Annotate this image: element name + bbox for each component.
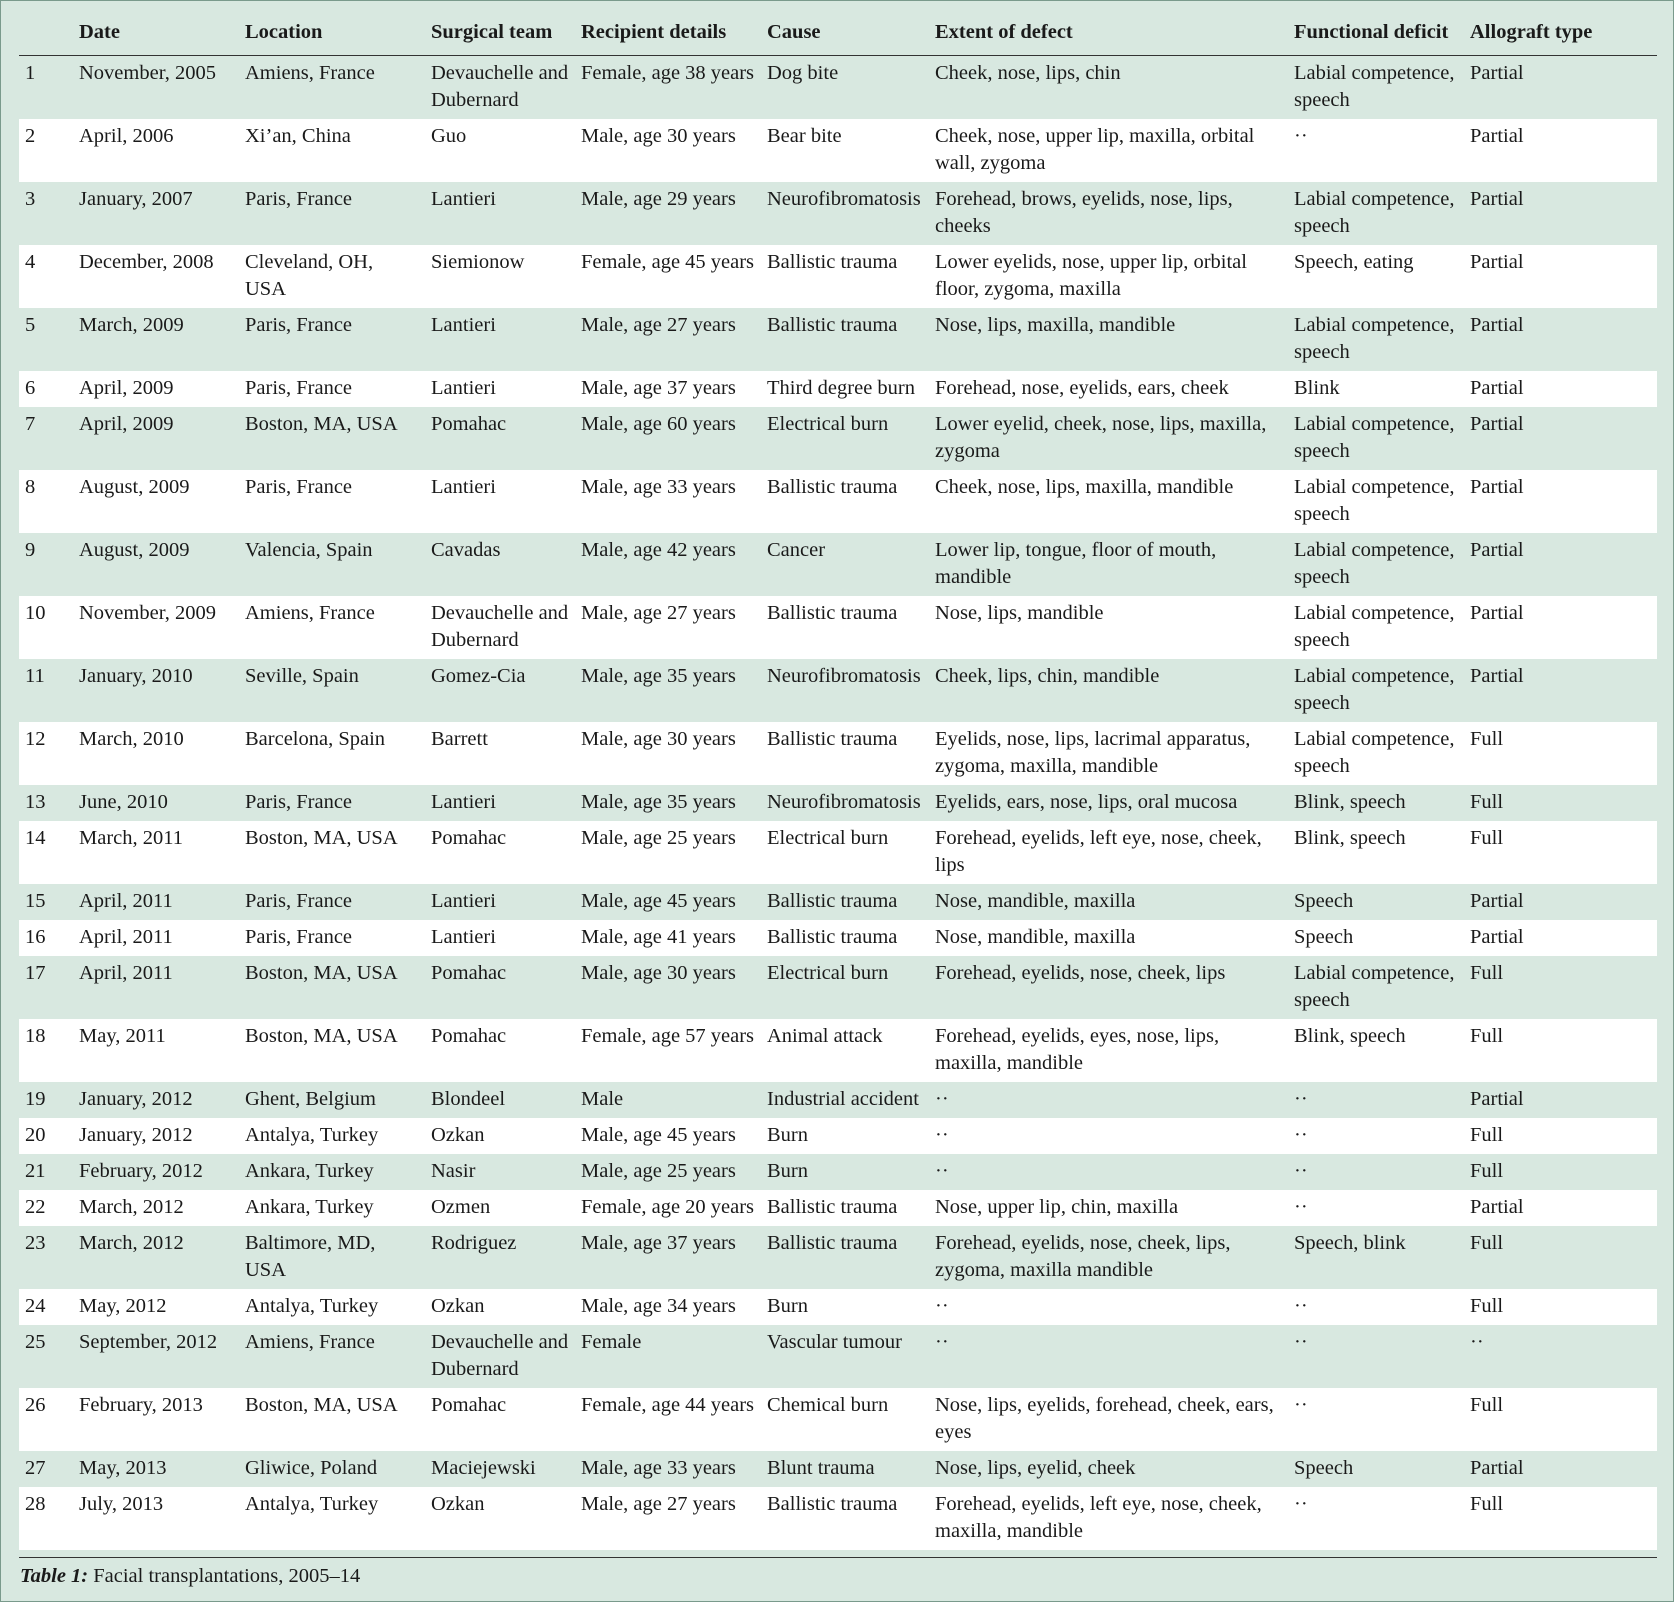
cell-allograft-type: Partial bbox=[1464, 533, 1657, 596]
cell-index: 18 bbox=[19, 1019, 73, 1082]
cell-surgical-team: Lantieri bbox=[425, 470, 575, 533]
cell-recipient-details: Female, age 57 years bbox=[575, 1019, 761, 1082]
table-row bbox=[19, 1325, 1657, 1388]
cell-location: Amiens, France bbox=[239, 596, 425, 659]
cell-date: January, 2010 bbox=[73, 659, 239, 722]
cell-date: February, 2013 bbox=[73, 1388, 239, 1451]
cell-allograft-type: Full bbox=[1464, 785, 1657, 821]
cell-cause: Cancer bbox=[761, 533, 929, 596]
cell-extent-of-defect: ·· bbox=[929, 1325, 1288, 1388]
caption-label: Table 1: bbox=[20, 1565, 89, 1587]
cell-functional-deficit: Labial competence, speech bbox=[1288, 308, 1464, 371]
table-row bbox=[19, 1487, 1657, 1550]
cell-date: April, 2011 bbox=[73, 920, 239, 956]
cell-recipient-details: Male, age 45 years bbox=[575, 1118, 761, 1154]
caption-divider bbox=[19, 1557, 1657, 1558]
cell-surgical-team: Gomez-Cia bbox=[425, 659, 575, 722]
cell-allograft-type: Full bbox=[1464, 1118, 1657, 1154]
cell-extent-of-defect: Nose, lips, eyelids, forehead, cheek, ears, eyes bbox=[929, 1388, 1288, 1451]
cell-index: 5 bbox=[19, 308, 73, 371]
cell-extent-of-defect: Forehead, eyelids, eyes, nose, lips, maxilla, mandible bbox=[929, 1019, 1288, 1082]
cell-functional-deficit: Labial competence, speech bbox=[1288, 182, 1464, 245]
cell-extent-of-defect: Cheek, nose, lips, maxilla, mandible bbox=[929, 470, 1288, 533]
cell-allograft-type: Full bbox=[1464, 722, 1657, 785]
cell-surgical-team: Lantieri bbox=[425, 920, 575, 956]
table-row bbox=[19, 245, 1657, 308]
cell-extent-of-defect: ·· bbox=[929, 1154, 1288, 1190]
cell-allograft-type: Partial bbox=[1464, 920, 1657, 956]
table-caption bbox=[20, 1563, 360, 1590]
cell-index: 7 bbox=[19, 407, 73, 470]
cell-date: May, 2012 bbox=[73, 1289, 239, 1325]
cell-date: March, 2011 bbox=[73, 821, 239, 884]
cell-recipient-details: Male, age 34 years bbox=[575, 1289, 761, 1325]
cell-date: April, 2011 bbox=[73, 956, 239, 1019]
cell-surgical-team: Ozmen bbox=[425, 1190, 575, 1226]
cell-functional-deficit: Labial competence, speech bbox=[1288, 722, 1464, 785]
cell-recipient-details: Male, age 33 years bbox=[575, 1451, 761, 1487]
cell-allograft-type: Full bbox=[1464, 1019, 1657, 1082]
cell-cause: Burn bbox=[761, 1118, 929, 1154]
table-row bbox=[19, 722, 1657, 785]
cell-functional-deficit: Blink bbox=[1288, 371, 1464, 407]
cell-recipient-details: Male, age 60 years bbox=[575, 407, 761, 470]
cell-functional-deficit: Speech bbox=[1288, 920, 1464, 956]
cell-recipient-details: Male, age 30 years bbox=[575, 119, 761, 182]
cell-location: Amiens, France bbox=[239, 56, 425, 120]
header-extent-of-defect: Extent of defect bbox=[929, 11, 1288, 56]
cell-recipient-details: Male, age 41 years bbox=[575, 920, 761, 956]
cell-index: 27 bbox=[19, 1451, 73, 1487]
cell-allograft-type: Full bbox=[1464, 1154, 1657, 1190]
cell-cause: Industrial accident bbox=[761, 1082, 929, 1118]
cell-location: Paris, France bbox=[239, 470, 425, 533]
cell-index: 20 bbox=[19, 1118, 73, 1154]
cell-functional-deficit: Speech, blink bbox=[1288, 1226, 1464, 1289]
cell-date: April, 2009 bbox=[73, 407, 239, 470]
cell-recipient-details: Male, age 45 years bbox=[575, 884, 761, 920]
cell-date: March, 2012 bbox=[73, 1190, 239, 1226]
cell-surgical-team: Rodriguez bbox=[425, 1226, 575, 1289]
cell-functional-deficit: Speech, eating bbox=[1288, 245, 1464, 308]
table-row bbox=[19, 119, 1657, 182]
cell-cause: Dog bite bbox=[761, 56, 929, 120]
cell-cause: Ballistic trauma bbox=[761, 596, 929, 659]
cell-functional-deficit: Speech bbox=[1288, 1451, 1464, 1487]
cell-index: 24 bbox=[19, 1289, 73, 1325]
cell-functional-deficit: Labial competence, speech bbox=[1288, 533, 1464, 596]
cell-allograft-type: Full bbox=[1464, 1289, 1657, 1325]
cell-surgical-team: Nasir bbox=[425, 1154, 575, 1190]
cell-date: December, 2008 bbox=[73, 245, 239, 308]
cell-location: Antalya, Turkey bbox=[239, 1289, 425, 1325]
cell-functional-deficit: ·· bbox=[1288, 1487, 1464, 1550]
cell-location: Paris, France bbox=[239, 308, 425, 371]
cell-location: Paris, France bbox=[239, 371, 425, 407]
table-row bbox=[19, 308, 1657, 371]
cell-location: Ankara, Turkey bbox=[239, 1154, 425, 1190]
table-row bbox=[19, 785, 1657, 821]
table-row bbox=[19, 407, 1657, 470]
cell-date: November, 2005 bbox=[73, 56, 239, 120]
cell-surgical-team: Pomahac bbox=[425, 821, 575, 884]
cell-recipient-details: Male, age 37 years bbox=[575, 371, 761, 407]
cell-index: 10 bbox=[19, 596, 73, 659]
cell-cause: Ballistic trauma bbox=[761, 245, 929, 308]
cell-functional-deficit: ·· bbox=[1288, 1190, 1464, 1226]
cell-functional-deficit: Speech bbox=[1288, 884, 1464, 920]
table-body bbox=[19, 56, 1657, 1551]
header-row bbox=[19, 11, 1657, 56]
cell-surgical-team: Lantieri bbox=[425, 182, 575, 245]
cell-functional-deficit: Labial competence, speech bbox=[1288, 56, 1464, 120]
cell-date: August, 2009 bbox=[73, 470, 239, 533]
cell-surgical-team: Barrett bbox=[425, 722, 575, 785]
header-index bbox=[19, 11, 73, 56]
cell-allograft-type: Partial bbox=[1464, 182, 1657, 245]
cell-date: June, 2010 bbox=[73, 785, 239, 821]
cell-date: January, 2012 bbox=[73, 1082, 239, 1118]
cell-surgical-team: Ozkan bbox=[425, 1487, 575, 1550]
table-row bbox=[19, 659, 1657, 722]
cell-recipient-details: Male, age 27 years bbox=[575, 596, 761, 659]
cell-date: January, 2012 bbox=[73, 1118, 239, 1154]
table-row bbox=[19, 1190, 1657, 1226]
cell-location: Barcelona, Spain bbox=[239, 722, 425, 785]
cell-extent-of-defect: Cheek, nose, lips, chin bbox=[929, 56, 1288, 120]
table-row bbox=[19, 533, 1657, 596]
cell-allograft-type: Partial bbox=[1464, 407, 1657, 470]
table-row bbox=[19, 884, 1657, 920]
cell-recipient-details: Female, age 45 years bbox=[575, 245, 761, 308]
cell-cause: Ballistic trauma bbox=[761, 1190, 929, 1226]
table-row bbox=[19, 596, 1657, 659]
header-date: Date bbox=[73, 11, 239, 56]
cell-recipient-details: Female bbox=[575, 1325, 761, 1388]
cell-allograft-type: Full bbox=[1464, 1388, 1657, 1451]
cell-recipient-details: Male, age 29 years bbox=[575, 182, 761, 245]
cell-extent-of-defect: Nose, lips, maxilla, mandible bbox=[929, 308, 1288, 371]
cell-location: Ankara, Turkey bbox=[239, 1190, 425, 1226]
cell-surgical-team: Ozkan bbox=[425, 1289, 575, 1325]
cell-location: Boston, MA, USA bbox=[239, 407, 425, 470]
cell-date: May, 2011 bbox=[73, 1019, 239, 1082]
cell-functional-deficit: ·· bbox=[1288, 1118, 1464, 1154]
cell-index: 4 bbox=[19, 245, 73, 308]
cell-recipient-details: Female, age 44 years bbox=[575, 1388, 761, 1451]
cell-recipient-details: Male, age 33 years bbox=[575, 470, 761, 533]
cell-extent-of-defect: Lower lip, tongue, floor of mouth, mandible bbox=[929, 533, 1288, 596]
cell-index: 6 bbox=[19, 371, 73, 407]
cell-location: Ghent, Belgium bbox=[239, 1082, 425, 1118]
cell-functional-deficit: ·· bbox=[1288, 1388, 1464, 1451]
cell-cause: Electrical burn bbox=[761, 407, 929, 470]
cell-extent-of-defect: Cheek, lips, chin, mandible bbox=[929, 659, 1288, 722]
cell-recipient-details: Male, age 27 years bbox=[575, 308, 761, 371]
cell-location: Baltimore, MD, USA bbox=[239, 1226, 425, 1289]
cell-index: 13 bbox=[19, 785, 73, 821]
cell-recipient-details: Male, age 25 years bbox=[575, 821, 761, 884]
cell-date: April, 2009 bbox=[73, 371, 239, 407]
cell-date: May, 2013 bbox=[73, 1451, 239, 1487]
cell-functional-deficit: ·· bbox=[1288, 119, 1464, 182]
cell-cause: Ballistic trauma bbox=[761, 1487, 929, 1550]
cell-recipient-details: Female, age 20 years bbox=[575, 1190, 761, 1226]
cell-allograft-type: Partial bbox=[1464, 659, 1657, 722]
cell-recipient-details: Male, age 30 years bbox=[575, 722, 761, 785]
cell-location: Paris, France bbox=[239, 182, 425, 245]
table-row bbox=[19, 1226, 1657, 1289]
cell-index: 25 bbox=[19, 1325, 73, 1388]
cell-index: 26 bbox=[19, 1388, 73, 1451]
cell-index: 28 bbox=[19, 1487, 73, 1550]
cell-extent-of-defect: Nose, upper lip, chin, maxilla bbox=[929, 1190, 1288, 1226]
cell-cause: Ballistic trauma bbox=[761, 1226, 929, 1289]
cell-allograft-type: Partial bbox=[1464, 1451, 1657, 1487]
cell-index: 21 bbox=[19, 1154, 73, 1190]
cell-extent-of-defect: Cheek, nose, upper lip, maxilla, orbital wall, zygoma bbox=[929, 119, 1288, 182]
cell-location: Paris, France bbox=[239, 920, 425, 956]
cell-surgical-team: Ozkan bbox=[425, 1118, 575, 1154]
cell-extent-of-defect: Lower eyelids, nose, upper lip, orbital floor, zygoma, maxilla bbox=[929, 245, 1288, 308]
cell-date: March, 2009 bbox=[73, 308, 239, 371]
cell-index: 22 bbox=[19, 1190, 73, 1226]
cell-date: July, 2013 bbox=[73, 1487, 239, 1550]
cell-surgical-team: Blondeel bbox=[425, 1082, 575, 1118]
cell-index: 15 bbox=[19, 884, 73, 920]
cell-date: March, 2012 bbox=[73, 1226, 239, 1289]
cell-index: 8 bbox=[19, 470, 73, 533]
cell-allograft-type: Partial bbox=[1464, 1190, 1657, 1226]
header-location: Location bbox=[239, 11, 425, 56]
cell-recipient-details: Male, age 27 years bbox=[575, 1487, 761, 1550]
cell-index: 9 bbox=[19, 533, 73, 596]
cell-allograft-type: Partial bbox=[1464, 245, 1657, 308]
cell-recipient-details: Female, age 38 years bbox=[575, 56, 761, 120]
cell-allograft-type: Partial bbox=[1464, 56, 1657, 120]
cell-surgical-team: Devauchelle and Dubernard bbox=[425, 596, 575, 659]
cell-surgical-team: Lantieri bbox=[425, 308, 575, 371]
cell-extent-of-defect: ·· bbox=[929, 1082, 1288, 1118]
table-row bbox=[19, 1388, 1657, 1451]
cell-functional-deficit: ·· bbox=[1288, 1325, 1464, 1388]
cell-index: 1 bbox=[19, 56, 73, 120]
cell-cause: Burn bbox=[761, 1289, 929, 1325]
cell-functional-deficit: ·· bbox=[1288, 1154, 1464, 1190]
cell-functional-deficit: Labial competence, speech bbox=[1288, 596, 1464, 659]
header-cause: Cause bbox=[761, 11, 929, 56]
table-row bbox=[19, 1451, 1657, 1487]
table-row bbox=[19, 1118, 1657, 1154]
cell-extent-of-defect: Nose, lips, mandible bbox=[929, 596, 1288, 659]
cell-extent-of-defect: Nose, mandible, maxilla bbox=[929, 884, 1288, 920]
cell-surgical-team: Devauchelle and Dubernard bbox=[425, 1325, 575, 1388]
cell-location: Antalya, Turkey bbox=[239, 1487, 425, 1550]
cell-allograft-type: Partial bbox=[1464, 470, 1657, 533]
cell-functional-deficit: Labial competence, speech bbox=[1288, 407, 1464, 470]
cell-date: January, 2007 bbox=[73, 182, 239, 245]
cell-extent-of-defect: Forehead, eyelids, left eye, nose, cheek, lips bbox=[929, 821, 1288, 884]
cell-location: Amiens, France bbox=[239, 1325, 425, 1388]
cell-functional-deficit: Labial competence, speech bbox=[1288, 659, 1464, 722]
header-functional-deficit: Functional deficit bbox=[1288, 11, 1464, 56]
cell-cause: Ballistic trauma bbox=[761, 884, 929, 920]
cell-index: 2 bbox=[19, 119, 73, 182]
cell-recipient-details: Male bbox=[575, 1082, 761, 1118]
cell-cause: Neurofibromatosis bbox=[761, 182, 929, 245]
cell-extent-of-defect: Forehead, eyelids, nose, cheek, lips, zygoma, maxilla mandible bbox=[929, 1226, 1288, 1289]
cell-index: 17 bbox=[19, 956, 73, 1019]
header-recipient-details: Recipient details bbox=[575, 11, 761, 56]
cell-cause: Vascular tumour bbox=[761, 1325, 929, 1388]
cell-surgical-team: Maciejewski bbox=[425, 1451, 575, 1487]
cell-recipient-details: Male, age 37 years bbox=[575, 1226, 761, 1289]
cell-cause: Neurofibromatosis bbox=[761, 659, 929, 722]
cell-cause: Blunt trauma bbox=[761, 1451, 929, 1487]
cell-extent-of-defect: ·· bbox=[929, 1118, 1288, 1154]
cell-location: Paris, France bbox=[239, 785, 425, 821]
cell-location: Gliwice, Poland bbox=[239, 1451, 425, 1487]
cell-allograft-type: Partial bbox=[1464, 308, 1657, 371]
table-row bbox=[19, 1019, 1657, 1082]
cell-surgical-team: Pomahac bbox=[425, 407, 575, 470]
cell-functional-deficit: Blink, speech bbox=[1288, 785, 1464, 821]
cell-location: Boston, MA, USA bbox=[239, 1019, 425, 1082]
cell-recipient-details: Male, age 25 years bbox=[575, 1154, 761, 1190]
facial-transplant-table bbox=[19, 11, 1657, 1550]
cell-extent-of-defect: Eyelids, nose, lips, lacrimal apparatus, zygoma, maxilla, mandible bbox=[929, 722, 1288, 785]
cell-functional-deficit: Blink, speech bbox=[1288, 1019, 1464, 1082]
cell-index: 23 bbox=[19, 1226, 73, 1289]
table-row bbox=[19, 1154, 1657, 1190]
cell-allograft-type: ·· bbox=[1464, 1325, 1657, 1388]
cell-allograft-type: Partial bbox=[1464, 1082, 1657, 1118]
cell-cause: Bear bite bbox=[761, 119, 929, 182]
table-row bbox=[19, 470, 1657, 533]
cell-recipient-details: Male, age 30 years bbox=[575, 956, 761, 1019]
table-row bbox=[19, 1082, 1657, 1118]
cell-functional-deficit: Labial competence, speech bbox=[1288, 956, 1464, 1019]
cell-extent-of-defect: Forehead, nose, eyelids, ears, cheek bbox=[929, 371, 1288, 407]
cell-allograft-type: Partial bbox=[1464, 371, 1657, 407]
cell-date: February, 2012 bbox=[73, 1154, 239, 1190]
cell-extent-of-defect: Forehead, brows, eyelids, nose, lips, cheeks bbox=[929, 182, 1288, 245]
cell-functional-deficit: Labial competence, speech bbox=[1288, 470, 1464, 533]
cell-allograft-type: Full bbox=[1464, 821, 1657, 884]
cell-recipient-details: Male, age 35 years bbox=[575, 659, 761, 722]
cell-surgical-team: Guo bbox=[425, 119, 575, 182]
table-row bbox=[19, 371, 1657, 407]
cell-recipient-details: Male, age 42 years bbox=[575, 533, 761, 596]
cell-extent-of-defect: ·· bbox=[929, 1289, 1288, 1325]
cell-extent-of-defect: Nose, mandible, maxilla bbox=[929, 920, 1288, 956]
cell-cause: Ballistic trauma bbox=[761, 722, 929, 785]
cell-surgical-team: Siemionow bbox=[425, 245, 575, 308]
cell-cause: Electrical burn bbox=[761, 956, 929, 1019]
cell-cause: Ballistic trauma bbox=[761, 920, 929, 956]
cell-extent-of-defect: Lower eyelid, cheek, nose, lips, maxilla, zygoma bbox=[929, 407, 1288, 470]
cell-cause: Electrical burn bbox=[761, 821, 929, 884]
cell-recipient-details: Male, age 35 years bbox=[575, 785, 761, 821]
table-row bbox=[19, 1289, 1657, 1325]
cell-index: 16 bbox=[19, 920, 73, 956]
cell-cause: Ballistic trauma bbox=[761, 308, 929, 371]
table-row bbox=[19, 821, 1657, 884]
cell-functional-deficit: ·· bbox=[1288, 1289, 1464, 1325]
cell-allograft-type: Full bbox=[1464, 956, 1657, 1019]
cell-index: 19 bbox=[19, 1082, 73, 1118]
cell-surgical-team: Lantieri bbox=[425, 785, 575, 821]
cell-cause: Burn bbox=[761, 1154, 929, 1190]
table-row bbox=[19, 956, 1657, 1019]
cell-functional-deficit: ·· bbox=[1288, 1082, 1464, 1118]
cell-index: 3 bbox=[19, 182, 73, 245]
cell-surgical-team: Pomahac bbox=[425, 1388, 575, 1451]
cell-cause: Third degree burn bbox=[761, 371, 929, 407]
cell-date: April, 2006 bbox=[73, 119, 239, 182]
cell-extent-of-defect: Eyelids, ears, nose, lips, oral mucosa bbox=[929, 785, 1288, 821]
cell-date: August, 2009 bbox=[73, 533, 239, 596]
cell-surgical-team: Pomahac bbox=[425, 956, 575, 1019]
cell-extent-of-defect: Forehead, eyelids, left eye, nose, cheek, maxilla, mandible bbox=[929, 1487, 1288, 1550]
cell-cause: Chemical burn bbox=[761, 1388, 929, 1451]
cell-location: Xi’an, China bbox=[239, 119, 425, 182]
cell-functional-deficit: Blink, speech bbox=[1288, 821, 1464, 884]
cell-cause: Neurofibromatosis bbox=[761, 785, 929, 821]
cell-date: September, 2012 bbox=[73, 1325, 239, 1388]
cell-allograft-type: Full bbox=[1464, 1226, 1657, 1289]
table-row bbox=[19, 182, 1657, 245]
cell-allograft-type: Partial bbox=[1464, 119, 1657, 182]
cell-location: Seville, Spain bbox=[239, 659, 425, 722]
cell-date: April, 2011 bbox=[73, 884, 239, 920]
cell-cause: Ballistic trauma bbox=[761, 470, 929, 533]
cell-surgical-team: Cavadas bbox=[425, 533, 575, 596]
cell-allograft-type: Partial bbox=[1464, 884, 1657, 920]
cell-location: Antalya, Turkey bbox=[239, 1118, 425, 1154]
cell-allograft-type: Full bbox=[1464, 1487, 1657, 1550]
cell-location: Boston, MA, USA bbox=[239, 956, 425, 1019]
table-row bbox=[19, 56, 1657, 120]
cell-extent-of-defect: Forehead, eyelids, nose, cheek, lips bbox=[929, 956, 1288, 1019]
cell-surgical-team: Lantieri bbox=[425, 884, 575, 920]
cell-surgical-team: Lantieri bbox=[425, 371, 575, 407]
header-surgical-team: Surgical team bbox=[425, 11, 575, 56]
cell-allograft-type: Partial bbox=[1464, 596, 1657, 659]
cell-date: November, 2009 bbox=[73, 596, 239, 659]
cell-extent-of-defect: Nose, lips, eyelid, cheek bbox=[929, 1451, 1288, 1487]
cell-index: 14 bbox=[19, 821, 73, 884]
cell-location: Valencia, Spain bbox=[239, 533, 425, 596]
table-row bbox=[19, 920, 1657, 956]
cell-surgical-team: Pomahac bbox=[425, 1019, 575, 1082]
cell-date: March, 2010 bbox=[73, 722, 239, 785]
cell-surgical-team: Devauchelle and Dubernard bbox=[425, 56, 575, 120]
caption-text: Facial transplantations, 2005–14 bbox=[88, 1565, 361, 1587]
cell-location: Boston, MA, USA bbox=[239, 821, 425, 884]
cell-cause: Animal attack bbox=[761, 1019, 929, 1082]
cell-location: Paris, France bbox=[239, 884, 425, 920]
cell-index: 11 bbox=[19, 659, 73, 722]
cell-location: Cleveland, OH, USA bbox=[239, 245, 425, 308]
cell-location: Boston, MA, USA bbox=[239, 1388, 425, 1451]
header-allograft-type: Allograft type bbox=[1464, 11, 1657, 56]
cell-index: 12 bbox=[19, 722, 73, 785]
